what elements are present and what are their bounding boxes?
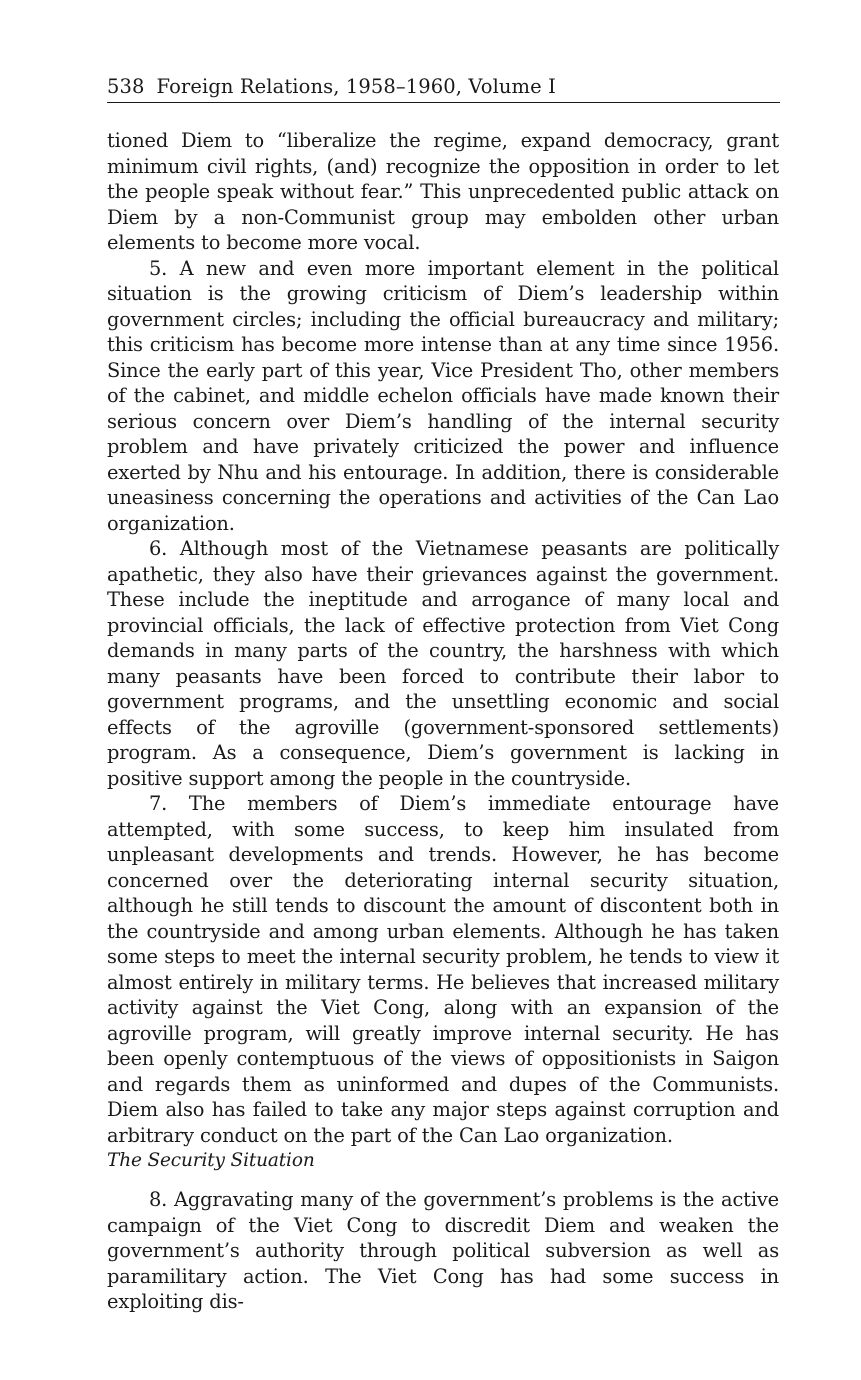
running-header bbox=[107, 74, 780, 103]
paragraph-8: 8. Aggravating many of the government’s problems is the active campaign of the Viet Cong to discredit Diem and weaken the government’s authority through political subversion as well as paramilitary action. The Viet Cong has had some success in exploiting dis- bbox=[107, 1188, 779, 1313]
body-text bbox=[107, 128, 779, 1315]
book-title: Foreign Relations, 1958–1960, Volume I bbox=[156, 75, 556, 98]
paragraph-5: 5. A new and even more important element in the political situation is the growing criticism of Diem’s leadership within government circles; including the official bureaucracy and military; this criticism has become more intense than at any time since 1956. Since the early part of this year, Vice President Tho, other members of the cabinet, and middle echelon officials have made known their serious concern over Diem’s handling of the internal security problem and have privately criticized the power and influence exerted by Nhu and his entourage. In addition, there is considerable uneasiness concerning the operations and activities of the Can Lao organization. bbox=[107, 256, 779, 535]
paragraph-7: 7. The members of Diem’s immediate entourage have attempted, with some success, to keep him insulated from unpleasant developments and trends. However, he has become concerned over the deteriorating internal security situation, although he still tends to discount the amount of discontent both in the countryside and among urban elements. Although he has taken some steps to meet the internal security problem, he tends to view it almost entirely in military terms. He believes that increased military activity against the Viet Cong, along with an expansion of the agroville program, will greatly improve internal security. He has been openly contemptuous of the views of oppositionists in Saigon and regards them as uninformed and dupes of the Communists. Diem also has failed to take any major steps against corruption and arbitrary conduct on the part of the Can Lao organization. bbox=[107, 792, 779, 1147]
paragraph-6: 6. Although most of the Vietnamese peasants are politically apathetic, they also have their grievances against the government. These include the ineptitude and arrogance of many local and provincial officials, the lack of effective protection from Viet Cong demands in many parts of the country, the harshness with which many peasants have been forced to contribute their labor to government programs, and the unsettling economic and social effects of the agroville (government-sponsored settlements) program. As a consequence, Diem’s government is lacking in positive support among the people in the countryside. bbox=[107, 537, 779, 790]
section-heading: The Security Situation bbox=[107, 1150, 315, 1171]
page-number: 538 bbox=[107, 75, 145, 98]
paragraph-continuation: tioned Diem to “liberalize the regime, expand democracy, grant minimum civil rights, (and) recognize the opposition in order to let the people speak without fear.” This unprecedented public attack on Diem by a non-Communist group may embolden other urban elements to become more vocal. bbox=[107, 129, 779, 254]
